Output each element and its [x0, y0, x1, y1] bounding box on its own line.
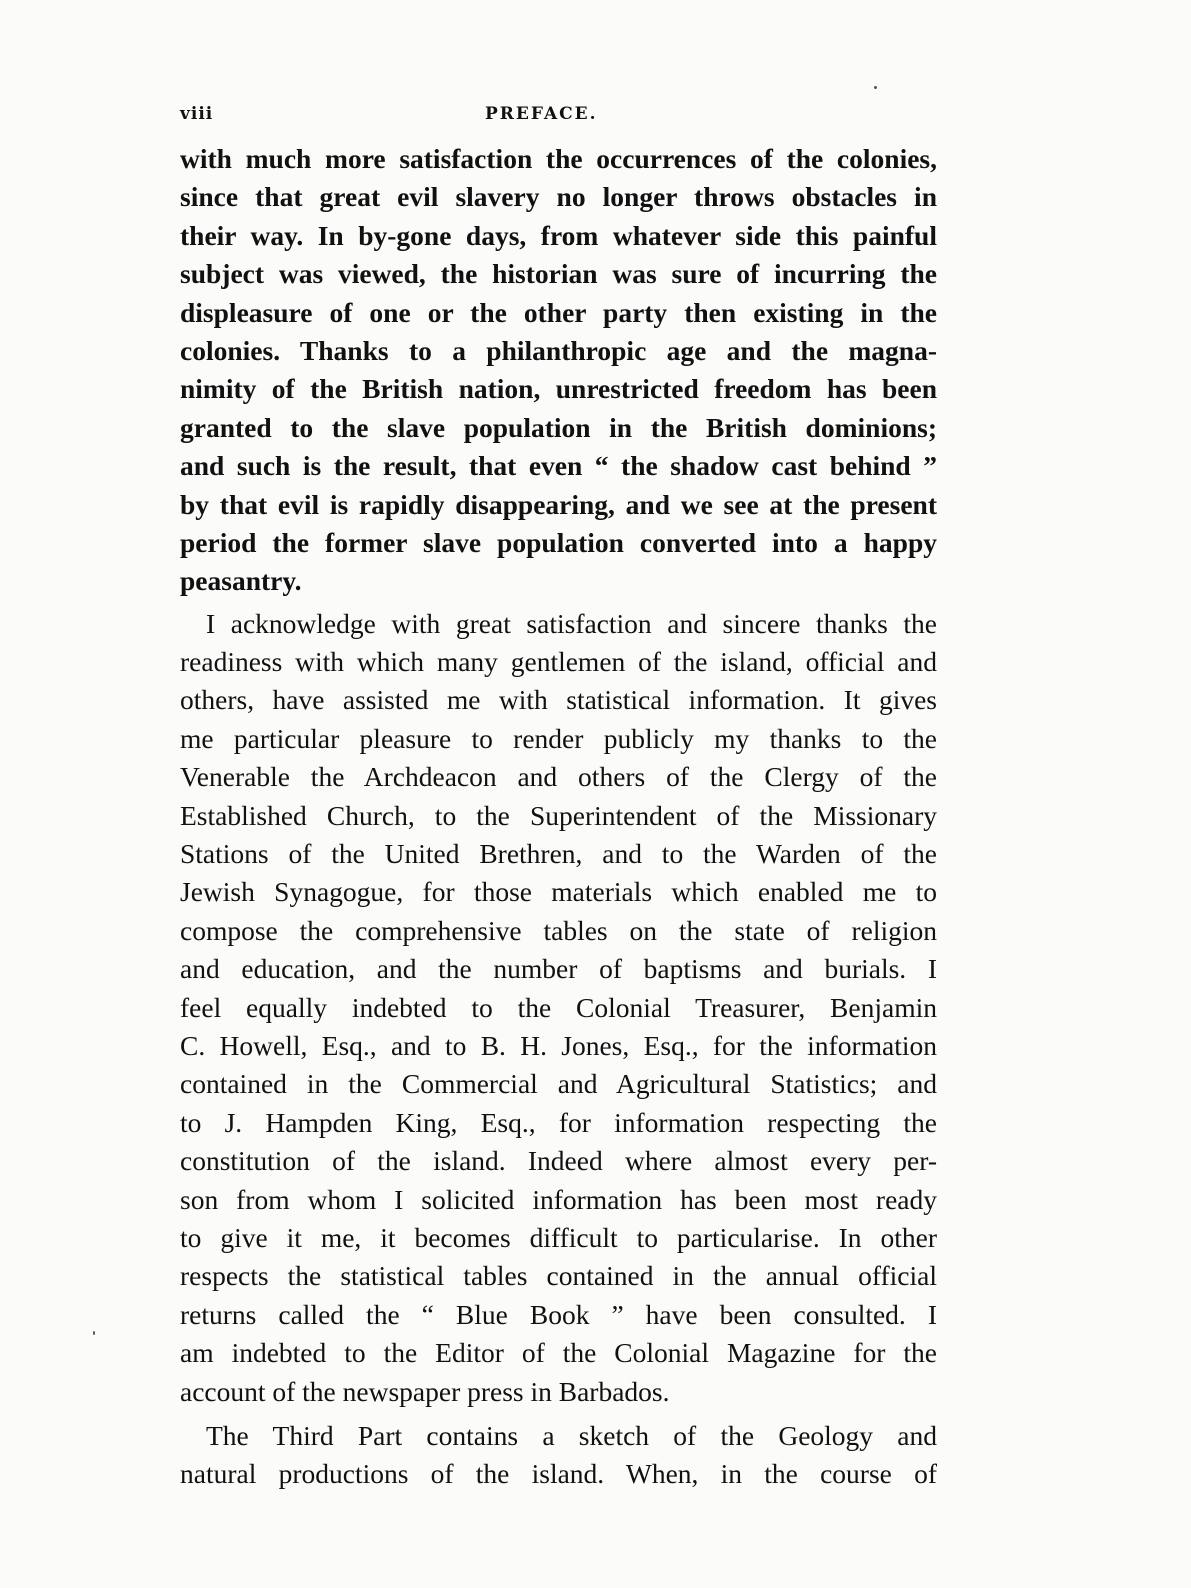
- text-line: I acknowledge with great satisfaction and sincere thanks the: [206, 607, 937, 639]
- text-line: contained in the Commercial and Agricultural Statistics; and: [180, 1068, 937, 1100]
- text-line: am indebted to the Editor of the Colonial Magazine for the: [180, 1337, 937, 1369]
- body-text: [180, 140, 937, 1494]
- paragraph-continuation: [180, 140, 937, 601]
- page-number: viii: [180, 104, 214, 124]
- text-line: account of the newspaper press in Barbados.: [180, 1375, 670, 1407]
- text-line: and such is the result, that even “ the shadow cast behind ”: [180, 450, 937, 482]
- text-line: displeasure of one or the other party then existing in the: [180, 296, 937, 328]
- text-line: with much more satisfaction the occurrences of the colonies,: [180, 143, 937, 174]
- text-line: to give it me, it becomes difficult to particularise. In other: [180, 1221, 937, 1253]
- text-line: returns called the “ Blue Book ” have been consulted. I: [180, 1298, 937, 1330]
- text-line: Jewish Synagogue, for those materials which enabled me to: [180, 876, 937, 908]
- scan-speck: [874, 86, 877, 89]
- text-line: their way. In by-gone days, from whatever side this painful: [180, 219, 937, 251]
- text-line: The Third Part contains a sketch of the Geology and: [206, 1419, 937, 1451]
- text-line: me particular pleasure to render publicly my thanks to the: [180, 722, 937, 754]
- text-line: son from whom I solicited information has been most ready: [180, 1183, 937, 1215]
- scan-speck: [93, 1331, 95, 1335]
- text-line: feel equally indebted to the Colonial Treasurer, Benjamin: [180, 991, 937, 1023]
- text-line: constitution of the island. Indeed where almost every per-: [180, 1145, 937, 1177]
- text-line: others, have assisted me with statistical information. It gives: [180, 684, 937, 716]
- paragraph-third-part: [180, 1417, 937, 1494]
- paragraph-acknowledgements: [180, 605, 937, 1411]
- running-head: [180, 104, 937, 130]
- text-line: to J. Hampden King, Esq., for information respecting the: [180, 1106, 937, 1138]
- text-line: peasantry.: [180, 565, 302, 597]
- text-line: since that great evil slavery no longer throws obstacles in: [180, 181, 937, 213]
- text-line: by that evil is rapidly disappearing, and we see at the present: [180, 488, 937, 520]
- text-line: Venerable the Archdeacon and others of the Clergy of the: [180, 761, 937, 793]
- text-line: natural productions of the island. When, in the course of: [180, 1458, 937, 1490]
- text-line: granted to the slave population in the British dominions;: [180, 411, 937, 443]
- text-line: compose the comprehensive tables on the state of religion: [180, 914, 937, 946]
- text-line: subject was viewed, the historian was sure of incurring the: [180, 258, 937, 290]
- running-title: PREFACE.: [485, 104, 598, 124]
- text-line: C. Howell, Esq., and to B. H. Jones, Esq., for the information: [180, 1029, 937, 1061]
- text-line: nimity of the British nation, unrestricted freedom has been: [180, 373, 937, 405]
- text-line: readiness with which many gentlemen of the island, official and: [180, 646, 937, 678]
- text-line: Established Church, to the Superintendent of the Missionary: [180, 799, 937, 831]
- text-line: period the former slave population converted into a happy: [180, 526, 937, 558]
- text-line: respects the statistical tables contained in the annual official: [180, 1260, 937, 1292]
- text-line: colonies. Thanks to a philanthropic age and the magna-: [180, 334, 937, 366]
- text-line: Stations of the United Brethren, and to the Warden of the: [180, 838, 937, 870]
- text-line: and education, and the number of baptisms and burials. I: [180, 953, 937, 985]
